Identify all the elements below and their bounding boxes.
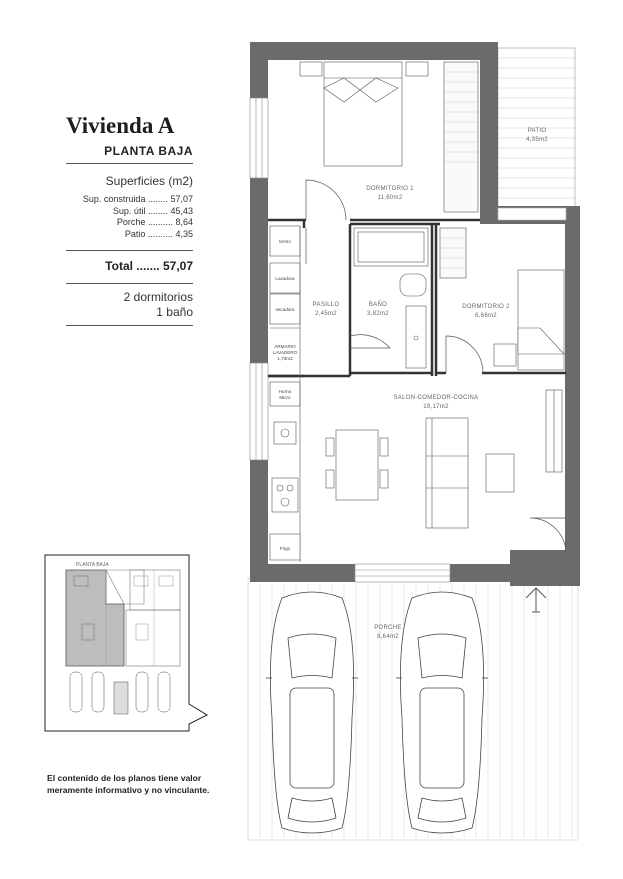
room-area: 11,60m2 <box>377 195 403 201</box>
divider <box>66 250 193 251</box>
surface-value: 57,07 <box>170 194 193 204</box>
room-area: 4,35m2 <box>526 137 548 143</box>
living-furniture <box>326 390 562 528</box>
room-name: BAÑO <box>368 302 388 308</box>
room-area: 2,45m2 <box>315 311 337 317</box>
appliance-termo: termo <box>279 239 291 244</box>
kitchen-column <box>270 378 300 562</box>
surface-row-patio <box>66 229 193 241</box>
bathrooms-count: 1 baño <box>156 305 193 319</box>
surface-value: 45,43 <box>170 205 193 216</box>
car-icon <box>396 592 488 833</box>
room-area: 6,66m2 <box>475 313 497 319</box>
page-title: Vivienda A <box>66 113 175 138</box>
car-icon <box>266 592 358 833</box>
key-plan <box>44 554 210 732</box>
surface-label: Porche .......... <box>116 217 173 227</box>
room-area: 19,17m2 <box>423 404 449 410</box>
surface-value: 4,35 <box>175 228 193 239</box>
surface-row-porche <box>66 217 193 229</box>
room-name: PASILLO <box>312 302 340 308</box>
appliance-lavadora: Lavadora <box>275 276 295 281</box>
divider <box>66 283 193 284</box>
info-panel <box>66 112 193 331</box>
surfaces-heading: Superficies (m2) <box>105 174 193 188</box>
total-surface <box>66 259 193 273</box>
room-name: ARMARIO <box>274 344 296 349</box>
surface-row-util <box>66 206 193 218</box>
surface-row-construida <box>66 194 193 206</box>
divider <box>66 325 193 326</box>
total-label: Total ....... <box>105 259 160 273</box>
surface-label: Sup. construida ........ <box>82 194 168 204</box>
room-name: DORMITORIO 1 <box>366 186 414 192</box>
appliance-micro: Micro <box>279 395 291 400</box>
patio-area <box>498 48 575 208</box>
room-name: LAVADERO <box>272 350 298 355</box>
surface-label: Patio .......... <box>124 228 173 239</box>
bathroom-fixtures <box>354 228 428 368</box>
disclaimer <box>47 772 247 796</box>
surface-label: Sup. útil ........ <box>112 205 168 216</box>
bedrooms-count: 2 dormitorios <box>123 290 193 304</box>
room-summary <box>66 290 193 320</box>
floor-plan <box>240 38 623 858</box>
surfaces-table <box>66 194 193 240</box>
room-name: DORMITORIO 2 <box>462 304 510 310</box>
divider <box>66 163 193 164</box>
disclaimer-line: meramente informativo y no vinculante. <box>47 785 210 795</box>
room-area: 1,73m2 <box>277 356 293 361</box>
disclaimer-line: El contenido de los planos tiene valor <box>47 773 202 783</box>
room-name: SALON-COMEDOR-COCINA <box>393 395 479 401</box>
total-value: 57,07 <box>162 259 193 273</box>
room-name: PORCHE <box>374 625 402 631</box>
surface-value: 8,64 <box>175 217 193 227</box>
key-plan-label: PLANTA BAJA <box>76 562 109 568</box>
bedroom2-furniture <box>440 228 564 370</box>
appliance-frigo: Frigo <box>279 546 291 551</box>
room-name: PATIO <box>527 128 547 134</box>
room-area: 3,82m2 <box>367 311 389 317</box>
floor-subtitle: PLANTA BAJA <box>104 144 193 158</box>
appliance-horno: Horno <box>278 389 292 394</box>
appliance-secadora: secadora <box>275 307 295 312</box>
room-area: 8,64m2 <box>377 634 399 640</box>
